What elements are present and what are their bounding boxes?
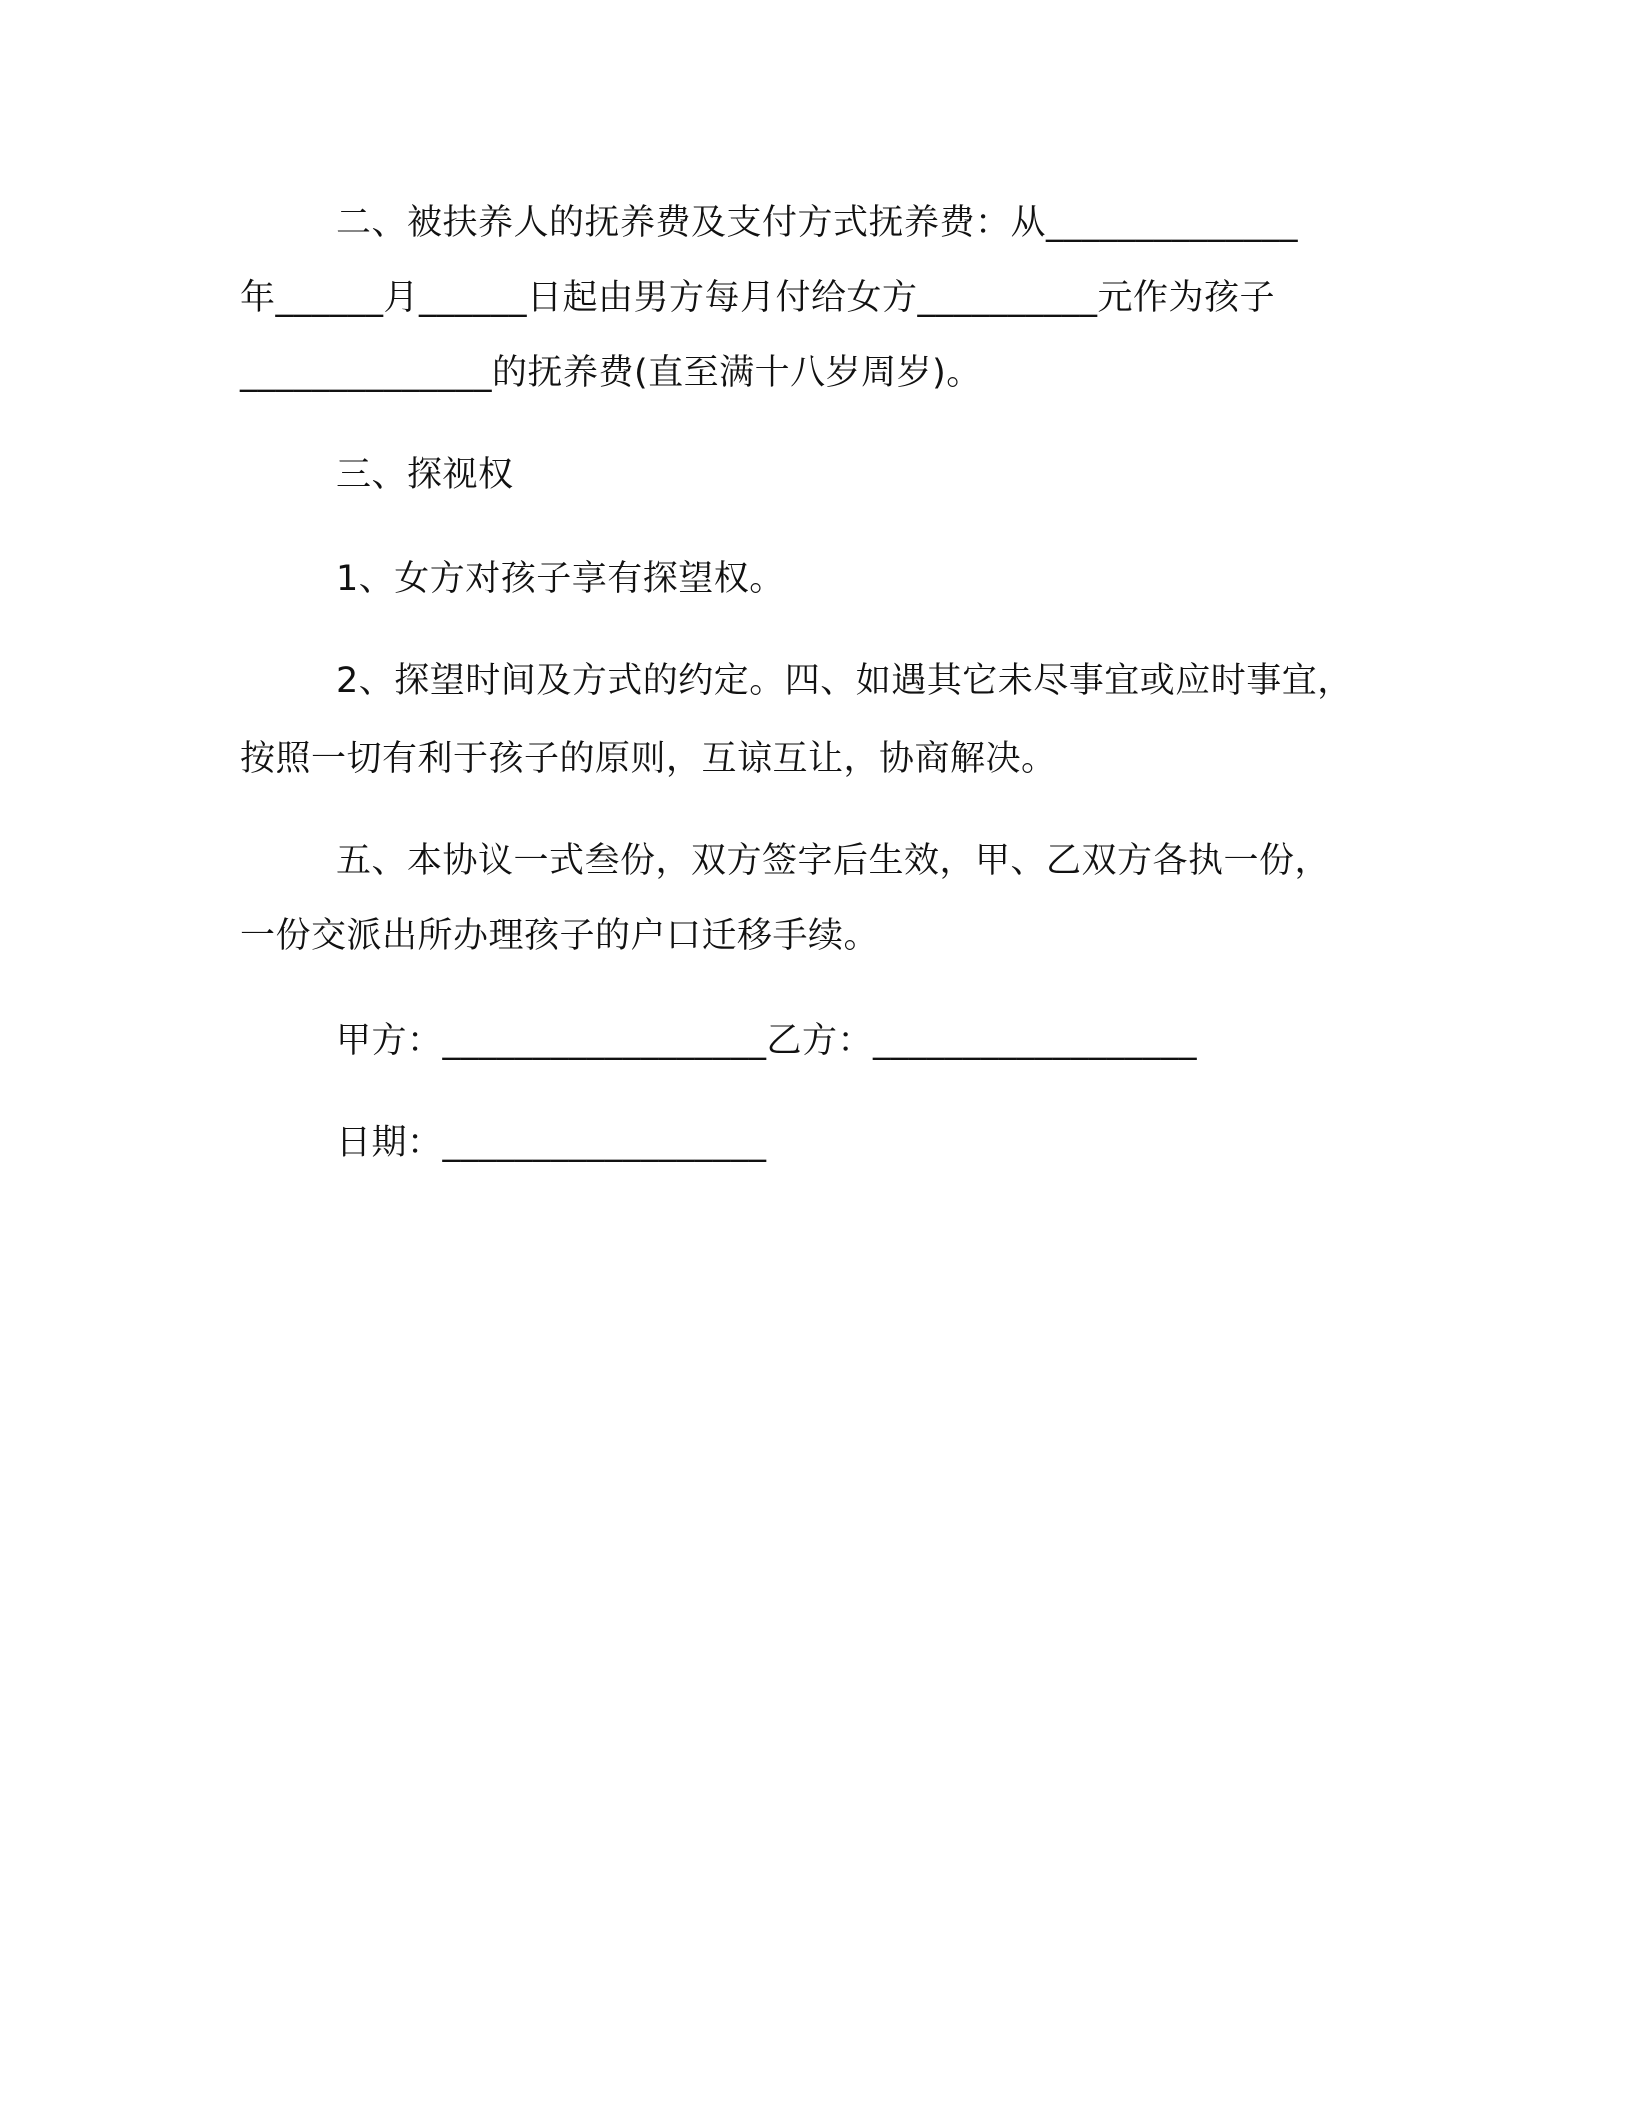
clause-2-line-2: 年______月______日起由男方每月付给女方__________元作为孩子 — [240, 278, 1276, 318]
clause-3-item-2-line-1: 2、探望时间及方式的约定。四、如遇其它未尽事宜或应时事宜， — [336, 661, 1353, 701]
date-line: 日期：__________________ — [336, 1123, 767, 1163]
clause-5-line-2: 一份交派出所办理孩子的户口迁移手续。 — [240, 916, 880, 956]
clause-3-item-1: 1、女方对孩子享有探望权。 — [336, 559, 785, 599]
clause-2-line-1: 二、被扶养人的抚养费及支付方式抚养费：从______________ — [336, 203, 1299, 243]
clause-3-item-2-line-2: 按照一切有利于孩子的原则，互谅互让，协商解决。 — [240, 739, 1057, 779]
signature-line: 甲方：__________________乙方：__________________ — [336, 1021, 1198, 1061]
clause-3-heading: 三、探视权 — [336, 455, 514, 495]
clause-2-line-3: ______________的抚养费(直至满十八岁周岁)。 — [240, 353, 982, 393]
clause-5-line-1: 五、本协议一式叁份，双方签字后生效，甲、乙双方各执一份， — [336, 841, 1331, 881]
